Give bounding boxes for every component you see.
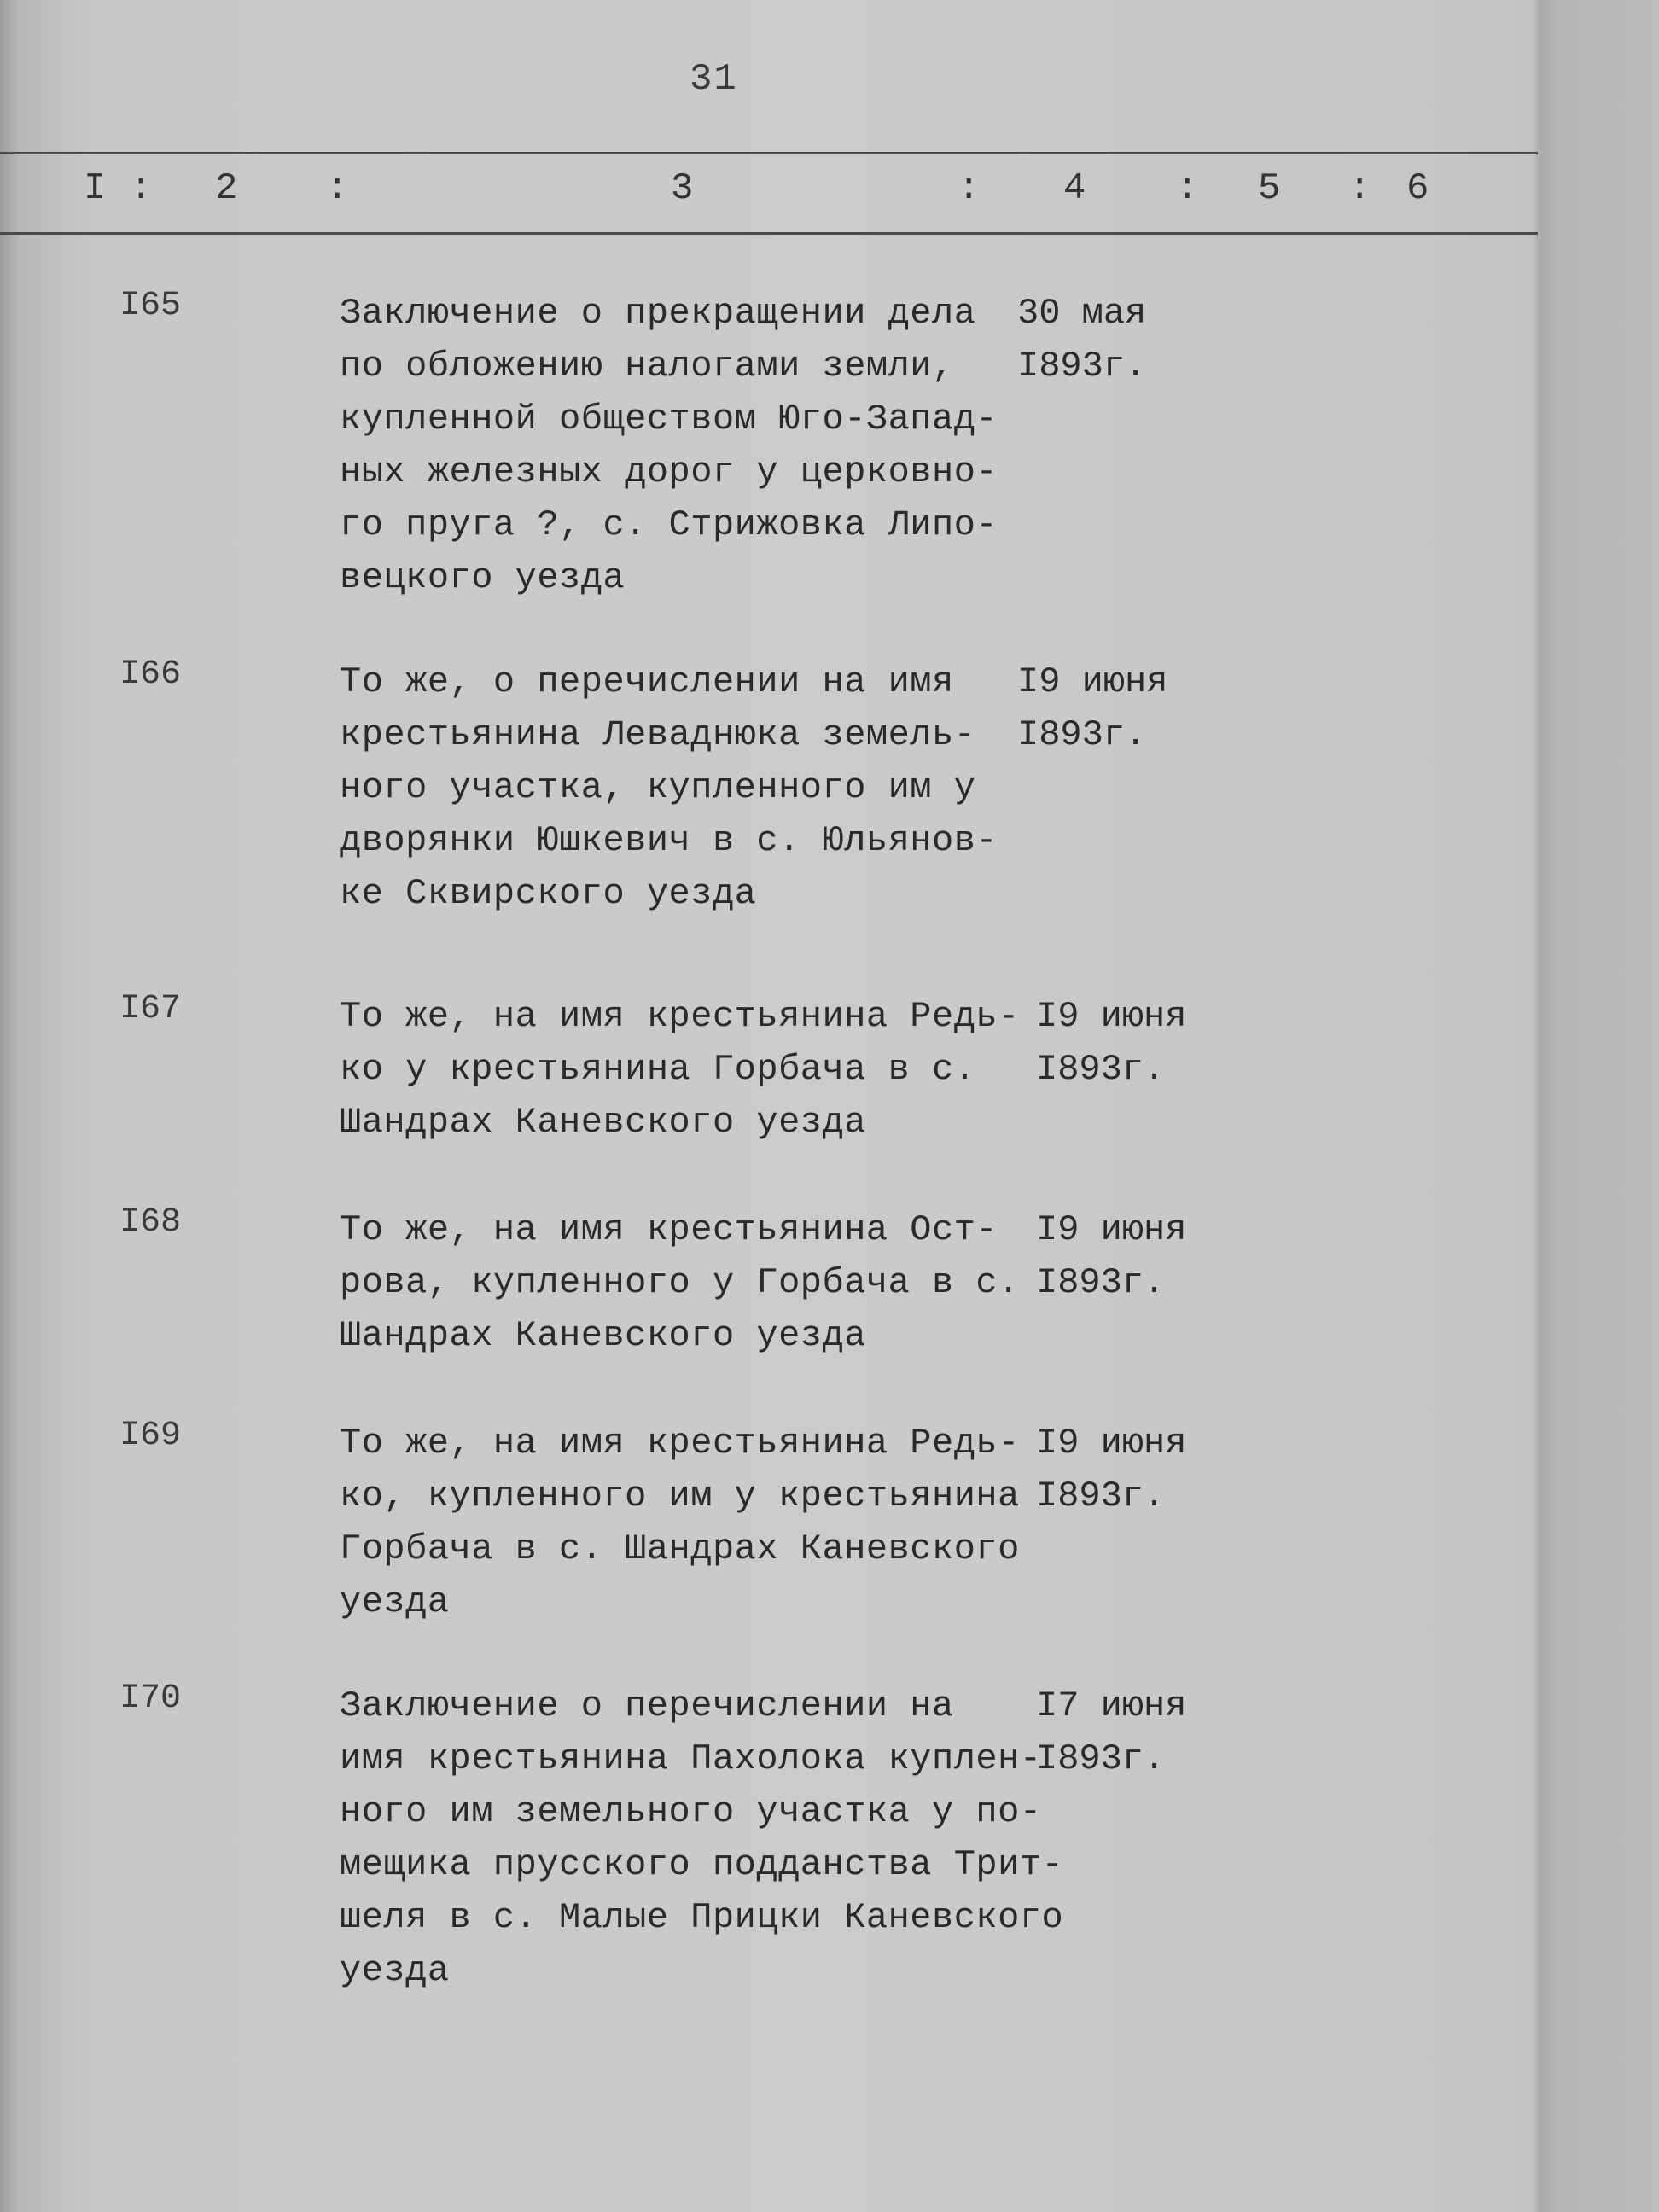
row-description: Заключение о прекращении дела по обложению налогами земли, купленной обществом Юго-Запад- ных железных дорог у церковно- го пруга ?, с. Стрижовка Липо- вецкого уезда (340, 293, 998, 598)
row-date: 30 мая I893г. (1017, 293, 1147, 387)
page-number: 31 (690, 58, 738, 101)
row-date: I9 июня I893г. (1017, 661, 1168, 755)
row-number: I70 (119, 1679, 182, 1718)
row-description: То же, на имя крестьянина Редь- ко у крестьянина Горбача в с. Шандрах Каневского уезда (340, 996, 1020, 1143)
row-number: I65 (119, 287, 182, 325)
column-header-2: 2 (215, 167, 238, 210)
column-header-4: 4 (1063, 167, 1086, 210)
column-separator: : (326, 167, 349, 210)
column-separator: : (1176, 167, 1199, 210)
column-separator: : (130, 167, 153, 210)
column-separator: : (1348, 167, 1371, 210)
row-number: I68 (119, 1203, 182, 1242)
row-description: То же, на имя крестьянина Редь- ко, купленного им у крестьянина Горбача в с. Шандрах Каневского уезда (340, 1423, 1020, 1622)
row-date: I9 июня I893г. (1036, 1209, 1187, 1303)
row-description: То же, на имя крестьянина Ост- рова, купленного у Горбача в с. Шандрах Каневского уезда (340, 1209, 1020, 1356)
row-number: I69 (119, 1417, 182, 1455)
column-header-3: 3 (671, 167, 694, 210)
column-header-row (0, 159, 1538, 227)
column-header-1: I (84, 167, 107, 210)
row-date: I9 июня I893г. (1036, 1423, 1187, 1516)
row-description: Заключение о перечислении на имя крестьянина Пахолока куплен- ного им земельного участка у по- мещика прусского подданства Трит- шеля в с. Малые Прицки Каневского уезда (340, 1685, 1064, 1991)
column-header-6: 6 (1406, 167, 1429, 210)
column-separator: : (958, 167, 981, 210)
row-description: То же, о перечислении на имя крестьянина Леваднюка земель- ного участка, купленного им у дворянки Юшкевич в с. Юльянов- ке Сквирского уезда (340, 661, 998, 914)
column-header-5: 5 (1258, 167, 1281, 210)
header-bottom-rule (0, 232, 1538, 235)
row-date: I7 июня I893г. (1036, 1685, 1187, 1779)
row-number: I66 (119, 655, 182, 694)
row-number: I67 (119, 990, 182, 1028)
header-top-rule (0, 152, 1538, 154)
row-date: I9 июня I893г. (1036, 996, 1187, 1090)
